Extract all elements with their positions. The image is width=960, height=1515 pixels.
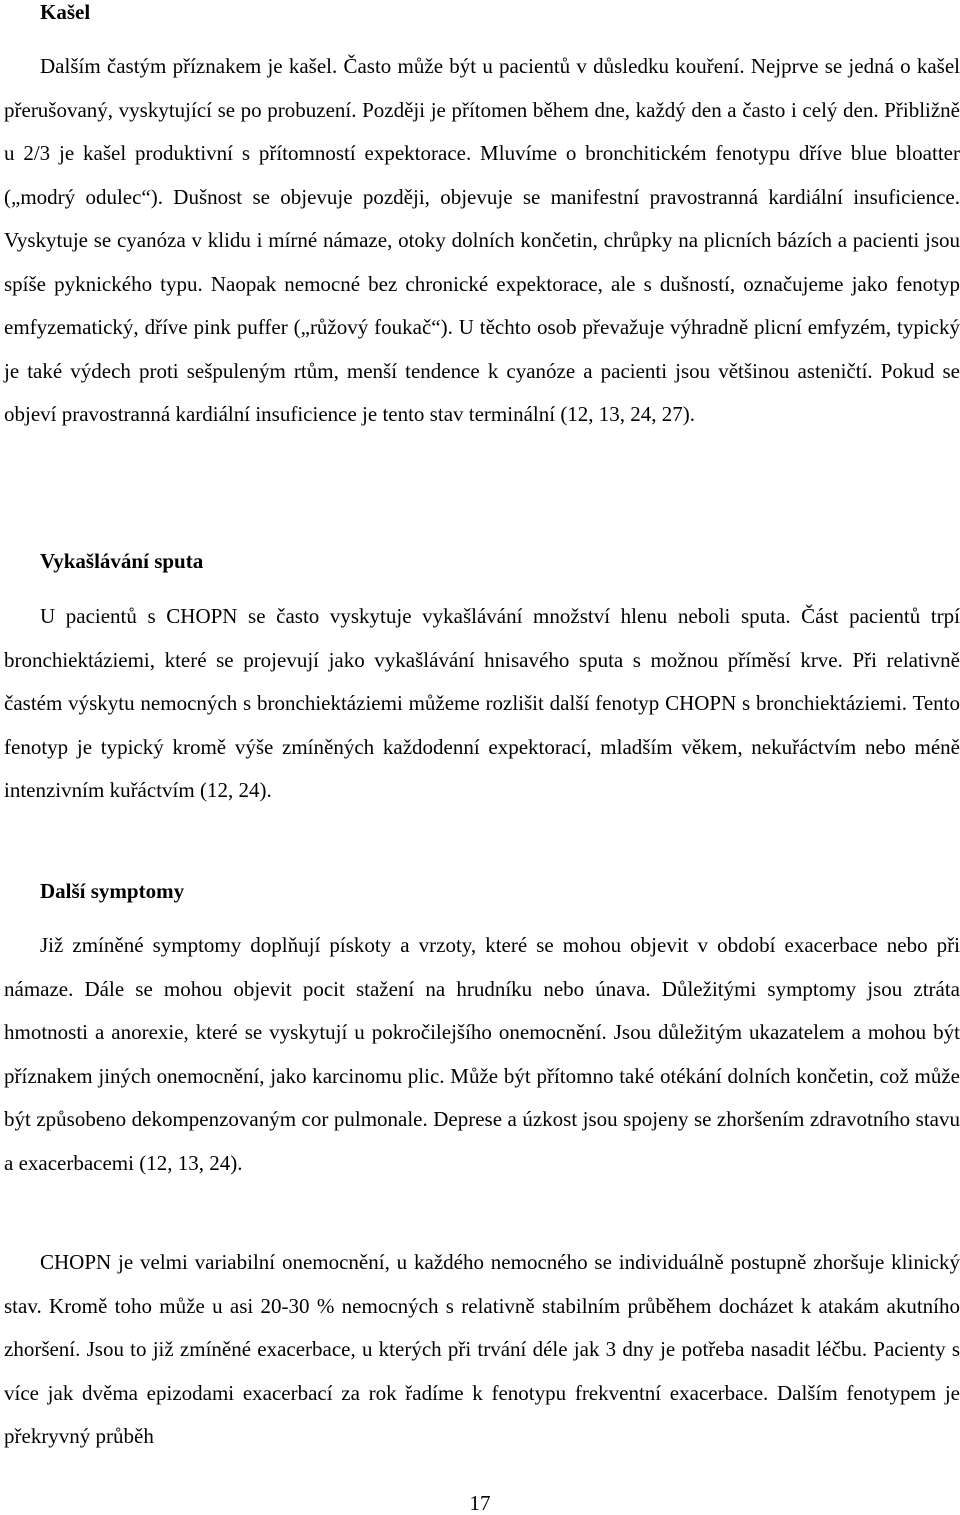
paragraph-chopn-variabilita: CHOPN je velmi variabilní onemocnění, u každého nemocného se individuálně postupně zhoršuje klinický stav. Kromě toho může u asi 20-30 % nemocných s relativně stabilním průběhem docházet k atakám akutního zhoršení. Jsou to již zmíněné exacerbace, u kterých při trvání déle jak 3 dny je potřeba nasadit léčbu. Pacienty s více jak dvěma epizodami exacerbací za rok řadíme k fenotypu frekventní exacerbace. Dalším fenotypem je překryvný průběh <box>4 1250 960 1448</box>
section-heading-vykaslavani-sputa: Vykašlávání sputa <box>40 549 204 573</box>
paragraph-vykaslavani-sputa: U pacientů s CHOPN se často vyskytuje vykašlávání množství hlenu neboli sputa. Část pacientů trpí bronchiektáziemi, které se projevují jako vykašlávání hnisavého sputa s možnou příměsí krve. Při relativně častém výskytu nemocných s bronchiektáziemi můžeme rozlišit další fenotyp CHOPN s bronchiektáziemi. Tento fenotyp je typický kromě výše zmíněných každodenní expektorací, mladším věkem, nekuřáctvím nebo méně intenzivním kuřáctvím (12, 24). <box>4 604 960 802</box>
section-heading-dalsi-symptomy: Další symptomy <box>40 879 185 903</box>
page-number: 17 <box>469 1491 491 1515</box>
paragraph-kasel: Dalším častým příznakem je kašel. Často může být u pacientů v důsledku kouření. Nejprve se jedná o kašel přerušovaný, vyskytující se po probuzení. Později je přítomen během dne, každý den a často i celý den. Přibližně u 2/3 je kašel produktivní s přítomností expektorace. Mluvíme o bronchitickém fenotypu dříve blue bloatter („modrý odulec“). Dušnost se objevuje později, objevuje se manifestní pravostranná kardiální insuficience. Vyskytuje se cyanóza v klidu i mírné námaze, otoky dolních končetin, chrůpky na plicních bázích a pacienti jsou spíše pyknického typu. Naopak nemocné bez chronické expektorace, ale s dušností, označujeme jako fenotyp emfyzematický, dříve pink puffer („růžový foukač“). U těchto osob převažuje výhradně plicní emfyzém, typický je také výdech proti sešpuleným rtům, menší tendence k cyanóze a pacienti jsou většinou asteničtí. Pokud se objeví pravostranná kardiální insuficience je tento stav terminální (12, 13, 24, 27). <box>4 54 960 426</box>
section-heading-kasel: Kašel <box>40 0 91 24</box>
paragraph-dalsi-symptomy: Již zmíněné symptomy doplňují pískoty a vrzoty, které se mohou objevit v období exacerbace nebo při námaze. Dále se mohou objevit pocit stažení na hrudníku nebo únava. Důležitými symptomy jsou ztráta hmotnosti a anorexie, které se vyskytují u pokročilejšího onemocnění. Jsou důležitým ukazatelem a mohou být příznakem jiných onemocnění, jako karcinomu plic. Může být přítomno také otékání dolních končetin, což může být způsobeno dekompenzovaným cor pulmonale. Deprese a úzkost jsou spojeny se zhoršením zdravotního stavu a exacerbacemi (12, 13, 24). <box>4 933 960 1175</box>
